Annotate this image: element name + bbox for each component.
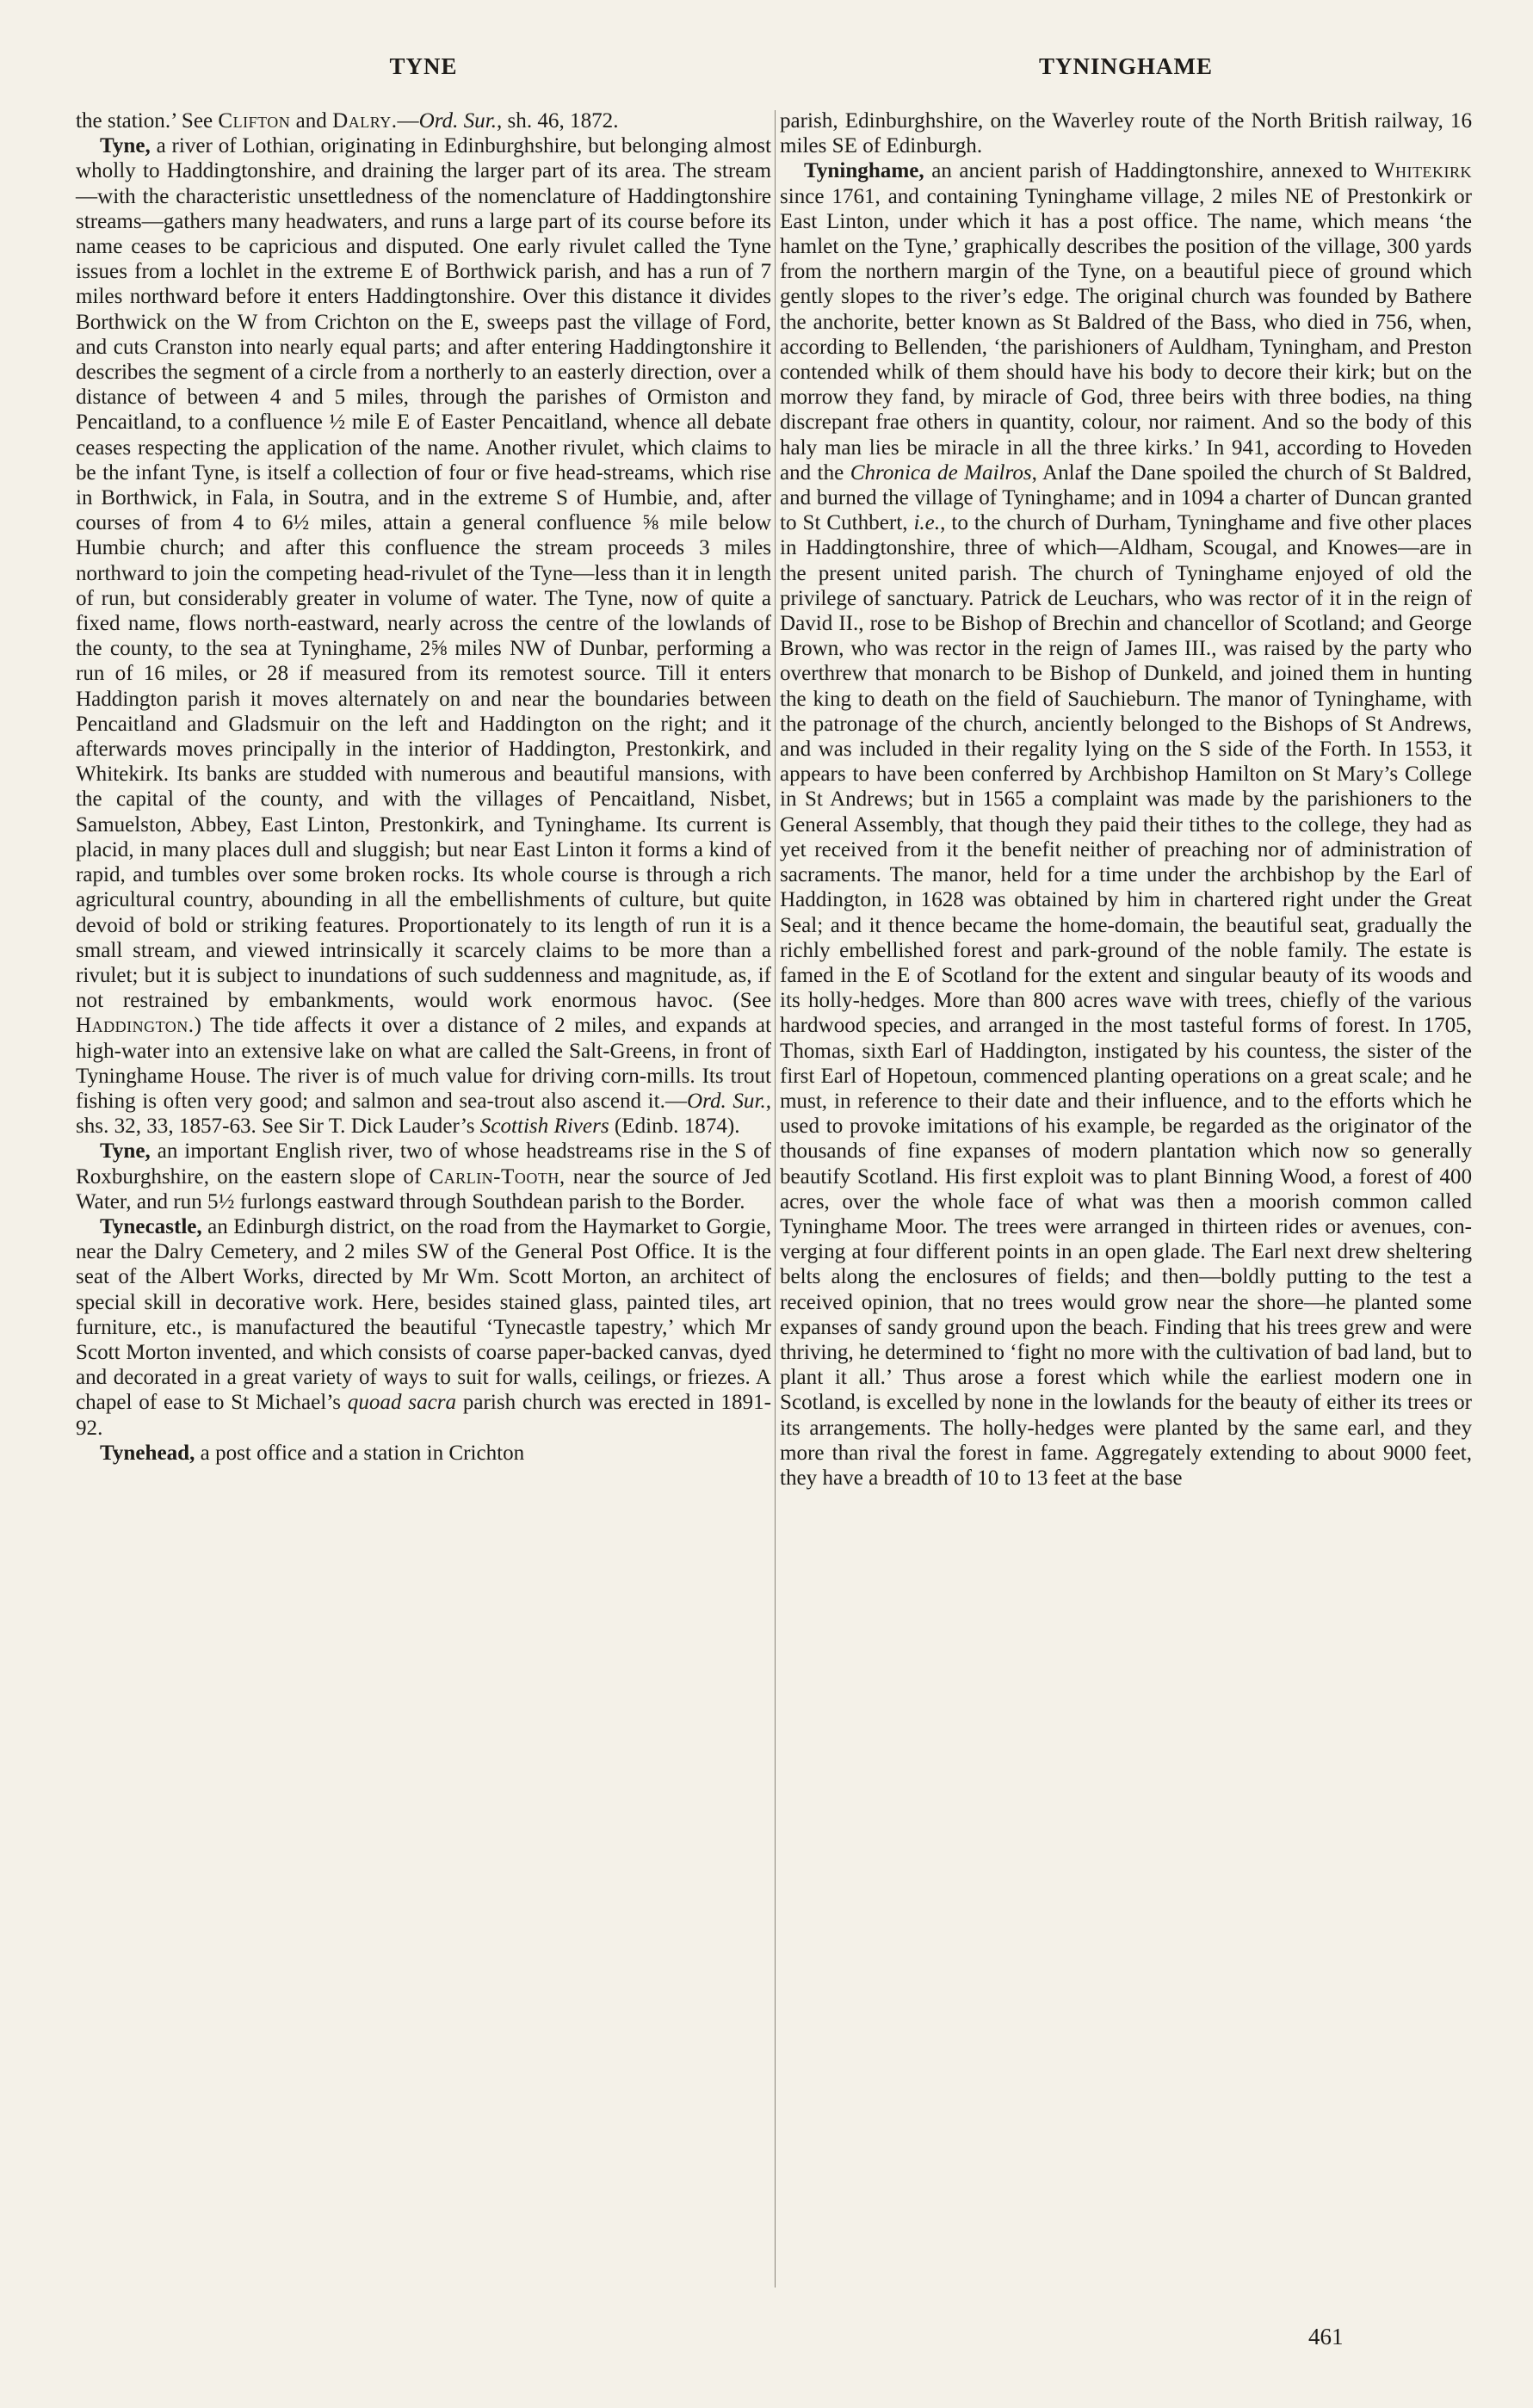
page-number: 461 xyxy=(1308,2324,1344,2349)
running-head-right: TYNINGHAME xyxy=(1038,53,1213,79)
entry-text: , Anlaf the Dane spoiled the church of St Baldred, and burned the village of Tyninghame; and in 1094 a charter of Duncan granted to St Cuthbert, xyxy=(780,460,1473,535)
entry-text: , to the church of Durham, Tyninghame and five other places in Haddingtonshire, three of which—Aldham, Scougal, and Knowes—are in the present united parish. The church of Tyninghame enjoyed of old the privilege of sanctuary. Patrick de Leuchars, who was rector of it in the reign of David II., rose to be Bishop of Brechin and chancellor of Scotland; and George Brown, who was rector in the reign of James III., was raised by the party who overthrew that monarch to be Bishop of Dunkeld, and joined them in hunting the king to death on the field of Sauchieburn. The manor of Tyninghame, with the patronage of the church, anciently belonged to the Bishops of St Andrews, and was included in their regality lying on the S side of the Forth. In 1553, it appears to have been conferred by Archbishop Hamilton on St Mary’s College in St Andrews; but in 1565 a complaint was made by the parishioners to the General Assembly, that though they paid their tithes to the college, they had as yet received from it the benefit neither of preaching nor of administration of sacraments. The manor, held for a time under the archbishop by the Earl of Haddington, in 1628 was obtained by him in chartered right under the Great Seal; and it thence became the home-domain, the beautiful seat, gradually the richly embellished forest and park-ground of the noble family. The estate is famed in the E of Scotland for the extent and singular beauty of its woods and its holly-hedges. More than 800 acres wave with trees, chiefly of the various hardwood species, and arranged in the most tasteful forms of forest. In 1705, Thomas, sixth Earl of Haddington, instigated by his countess, the sister of the first Earl of Hopetoun, commenced planting operations on a great scale; and he must, in reference to their date and their influence, and to the efforts which he used to provoke imitations of his example, be regarded as the originator of the thousands of fine expanses of modern plantation which now so generally beautify Scotland. His first exploit was to plant Binning Wood, a forest of 400 acres, over the whole face of what was then a moorish common called Tyninghame Moor. The trees were arranged in thirteen rides or avenues, converging at four different points in an open glade. The Earl next drew sheltering belts along the enclosures of fields; and then—boldly putting to the test a received opinion, that no trees would grow near the shore—he planted some expanses of sandy ground upon the beach. Finding that his trees grew and were thriving, he determined to ‘fight no more with the cultivation of bad land, but to plant it all.’ Thus arose a forest which while the earliest modern one in Scotland, is excelled by none in the lowlands for the beauty of either its trees or its arrangements. The holly-hedges were planted by the same earl, and they more than rival the forest in fame. Aggregately extending to about 9000 feet, they have a breadth of 10 to 13 feet at the base xyxy=(780,511,1472,1490)
continuation-text: the station.’ See xyxy=(76,109,219,133)
entry-text: near the source of Jed Water, and run 5½ furlongs eastward through Southdean parish to the Border. xyxy=(76,1164,771,1213)
cross-reference-haddington: Haddington. xyxy=(76,1014,195,1038)
headword: Tyne, xyxy=(100,1139,151,1164)
headword: Tyne, xyxy=(100,134,151,158)
abbreviation: i.e. xyxy=(913,511,941,535)
entry-tyne-river xyxy=(76,133,771,1139)
entry-text: an ancient parish of Haddingtonshire, annexed to xyxy=(924,159,1375,183)
entry-text: a post office and a station in Crichton xyxy=(195,1441,525,1465)
entry-text: ) The tide affects it over a distance of 2 miles, and expands at high-water into an extensive lake on what are called the Salt-Greens, in front of Tyninghame House. The river is of much value for driving corn-mills. Its trout fishing is often very good; and salmon and sea-trout also ascend it.— xyxy=(76,1014,771,1113)
right-column xyxy=(780,108,1472,1491)
entry-text: parish church was erected in 1891-92. xyxy=(76,1391,771,1440)
headword: Tynehead, xyxy=(100,1441,195,1465)
book-title: Chronica de Mailros xyxy=(850,460,1032,485)
cross-reference-carlin-tooth: Carlin-Tooth, xyxy=(429,1164,566,1189)
cross-reference-dalry: Dalry. xyxy=(332,109,398,133)
entry-text: since 1761, and containing Tyninghame village, 2 miles NE of Prestonkirk or East Linton, under which it has a post office. The name, which means ‘the hamlet on the Tyne,’ graphically describes the position of the village, 300 yards from the northern margin of the Tyne, on a beautiful piece of ground which gently slopes to the river’s edge. The original church was founded by Bathere the anchorite, better known as St Baldred of the Bass, who died in 756, when, according to Bellenden, ‘the parishioners of Auldham, Tyningham, and Preston contended whilk of them should have his body to decore their kirk; but on the morrow they fand, by miracle of God, three beirs with three bodies, na thing discrepant frae others in quantity, colour, nor raiment. And so the body of this haly man lies be miracle in all the three kirks.’ In 941, according to Hoveden and the xyxy=(780,184,1472,485)
latin-phrase: quoad sacra xyxy=(347,1391,457,1415)
entry-tyne-english xyxy=(76,1139,771,1214)
headword: Tyninghame, xyxy=(804,159,924,183)
left-column xyxy=(76,108,771,1466)
entry-text: a river of Lothian, originating in Edinburghshire, but belonging almost wholly to Haddingtonshire, and draining the larger part of its area. The stream—with the characteristic unsettledness of the nomenclature of Haddingtonshire streams—gathers many headwaters, and runs a large part of its course before its name ceases to be capricious and disputed. One early rivulet called the Tyne issues from a lochlet in the extreme E of Borthwick parish, and has a run of 7 miles northward before it enters Haddingtonshire. Over this distance it divides Borthwick on the W from Crichton on the E, sweeps past the village of Ford, and cuts Cranston into nearly equal parts; and after entering Haddingtonshire it describes the segment of a circle from a northerly to an easterly direction, over a distance of between 4 and 5 miles, through the parishes of Ormiston and Pencaitland, to a confluence ½ mile E of Easter Pencaitland, whence all debate ceases respecting the application of the name. Another rivulet, which claims to be the infant Tyne, is itself a collection of four or five head-streams, which rise in Borthwick, in Fala, in Soutra, and in the extreme S of Humbie, and, after courses of from 4 to 6½ miles, attain a general confluence ⅝ mile below Humbie church; and after this confluence the stream proceeds 3 miles northward to join the competing head-rivulet of the Tyne—less than it in length of run, but considerably greater in volume of water. The Tyne, now of quite a fixed name, flows north-eastward, nearly across the centre of the lowlands of the county, to the sea at Tyninghame, 2⅝ miles NW of Dunbar, performing a run of 16 miles, or 28 if measured from its remotest source. Till it enters Haddington parish it moves alternately on and near the boundaries between Pencaitland and Gladsmuir on the left and Haddington on the right; and it afterwards moves principally in the interior of Haddington, Prestonkirk, and Whitekirk. Its banks are studded with numerous and beautiful mansions, with the capital of the county, and with the villages of Pencaitland, Nisbet, Samuelston, Abbey, East Linton, Prestonkirk, and Tyninghame. Its current is placid, in many places dull and sluggish; but near East Linton it forms a kind of rapid, and tumbles over some broken rocks. Its whole course is through a rich agricultural country, abounding in all the embellishments of culture, but quite devoid of bold or striking features. Proportionately to its length of run it is a small stream, and viewed intrinsically it scarcely claims to be more than a rivulet; but it is subject to inundations of such suddenness and magnitude, as, if not restrained by embankments, would work enormous havoc. (See xyxy=(76,134,771,1013)
cross-reference-whitekirk: Whitekirk xyxy=(1374,159,1472,183)
continuation-paragraph: parish, Edinburghshire, on the Waverley route of the North British railway, 16 miles SE of Edinburgh. xyxy=(780,109,1472,158)
continuation-paragraph xyxy=(76,108,771,133)
book-title: Scottish Rivers xyxy=(479,1114,609,1139)
running-head-left: TYNE xyxy=(389,53,458,79)
entry-text: an Edinburgh district, on the road from the Haymarket to Gorgie, near the Dalry Cemetery, and 2 miles SW of the General Post Office. It is the seat of the Albert Works, directed by Mr Wm. Scott Morton, an architect of special skill in decorative work. Here, besides stained glass, painted tiles, art furniture, etc., is manufactured the beautiful ‘Tynecastle tapestry,’ which Mr Scott Morton invented, and which consists of coarse paper-backed canvas, dyed and decorated in a great variety of ways to suit for walls, ceilings, or friezes. A chapel of ease to St Michael’s xyxy=(76,1214,771,1415)
continuation-text: — xyxy=(397,109,419,133)
continuation-text: , sh. 46, 1872. xyxy=(496,109,619,133)
headword: Tynecastle, xyxy=(100,1214,202,1238)
entry-tynehead xyxy=(76,1441,771,1466)
entry-tynecastle xyxy=(76,1214,771,1441)
entry-text: an important English river, two of whose headstreams rise in the S of Roxburghshire, on the eastern slope of xyxy=(76,1139,771,1189)
cross-reference-clifton: Clifton xyxy=(218,109,291,133)
ordnance-survey-ref: Ord. Sur. xyxy=(687,1089,766,1113)
column-divider xyxy=(775,110,776,2288)
continuation-text: and xyxy=(290,109,333,133)
entry-text: , shs. 32, 33, 1857-63. See Sir T. Dick Lauder’s xyxy=(76,1089,771,1139)
entry-tyninghame xyxy=(780,158,1472,1491)
entry-text: (Edinb. 1874). xyxy=(609,1114,740,1139)
ordnance-survey-ref: Ord. Sur. xyxy=(418,109,497,133)
